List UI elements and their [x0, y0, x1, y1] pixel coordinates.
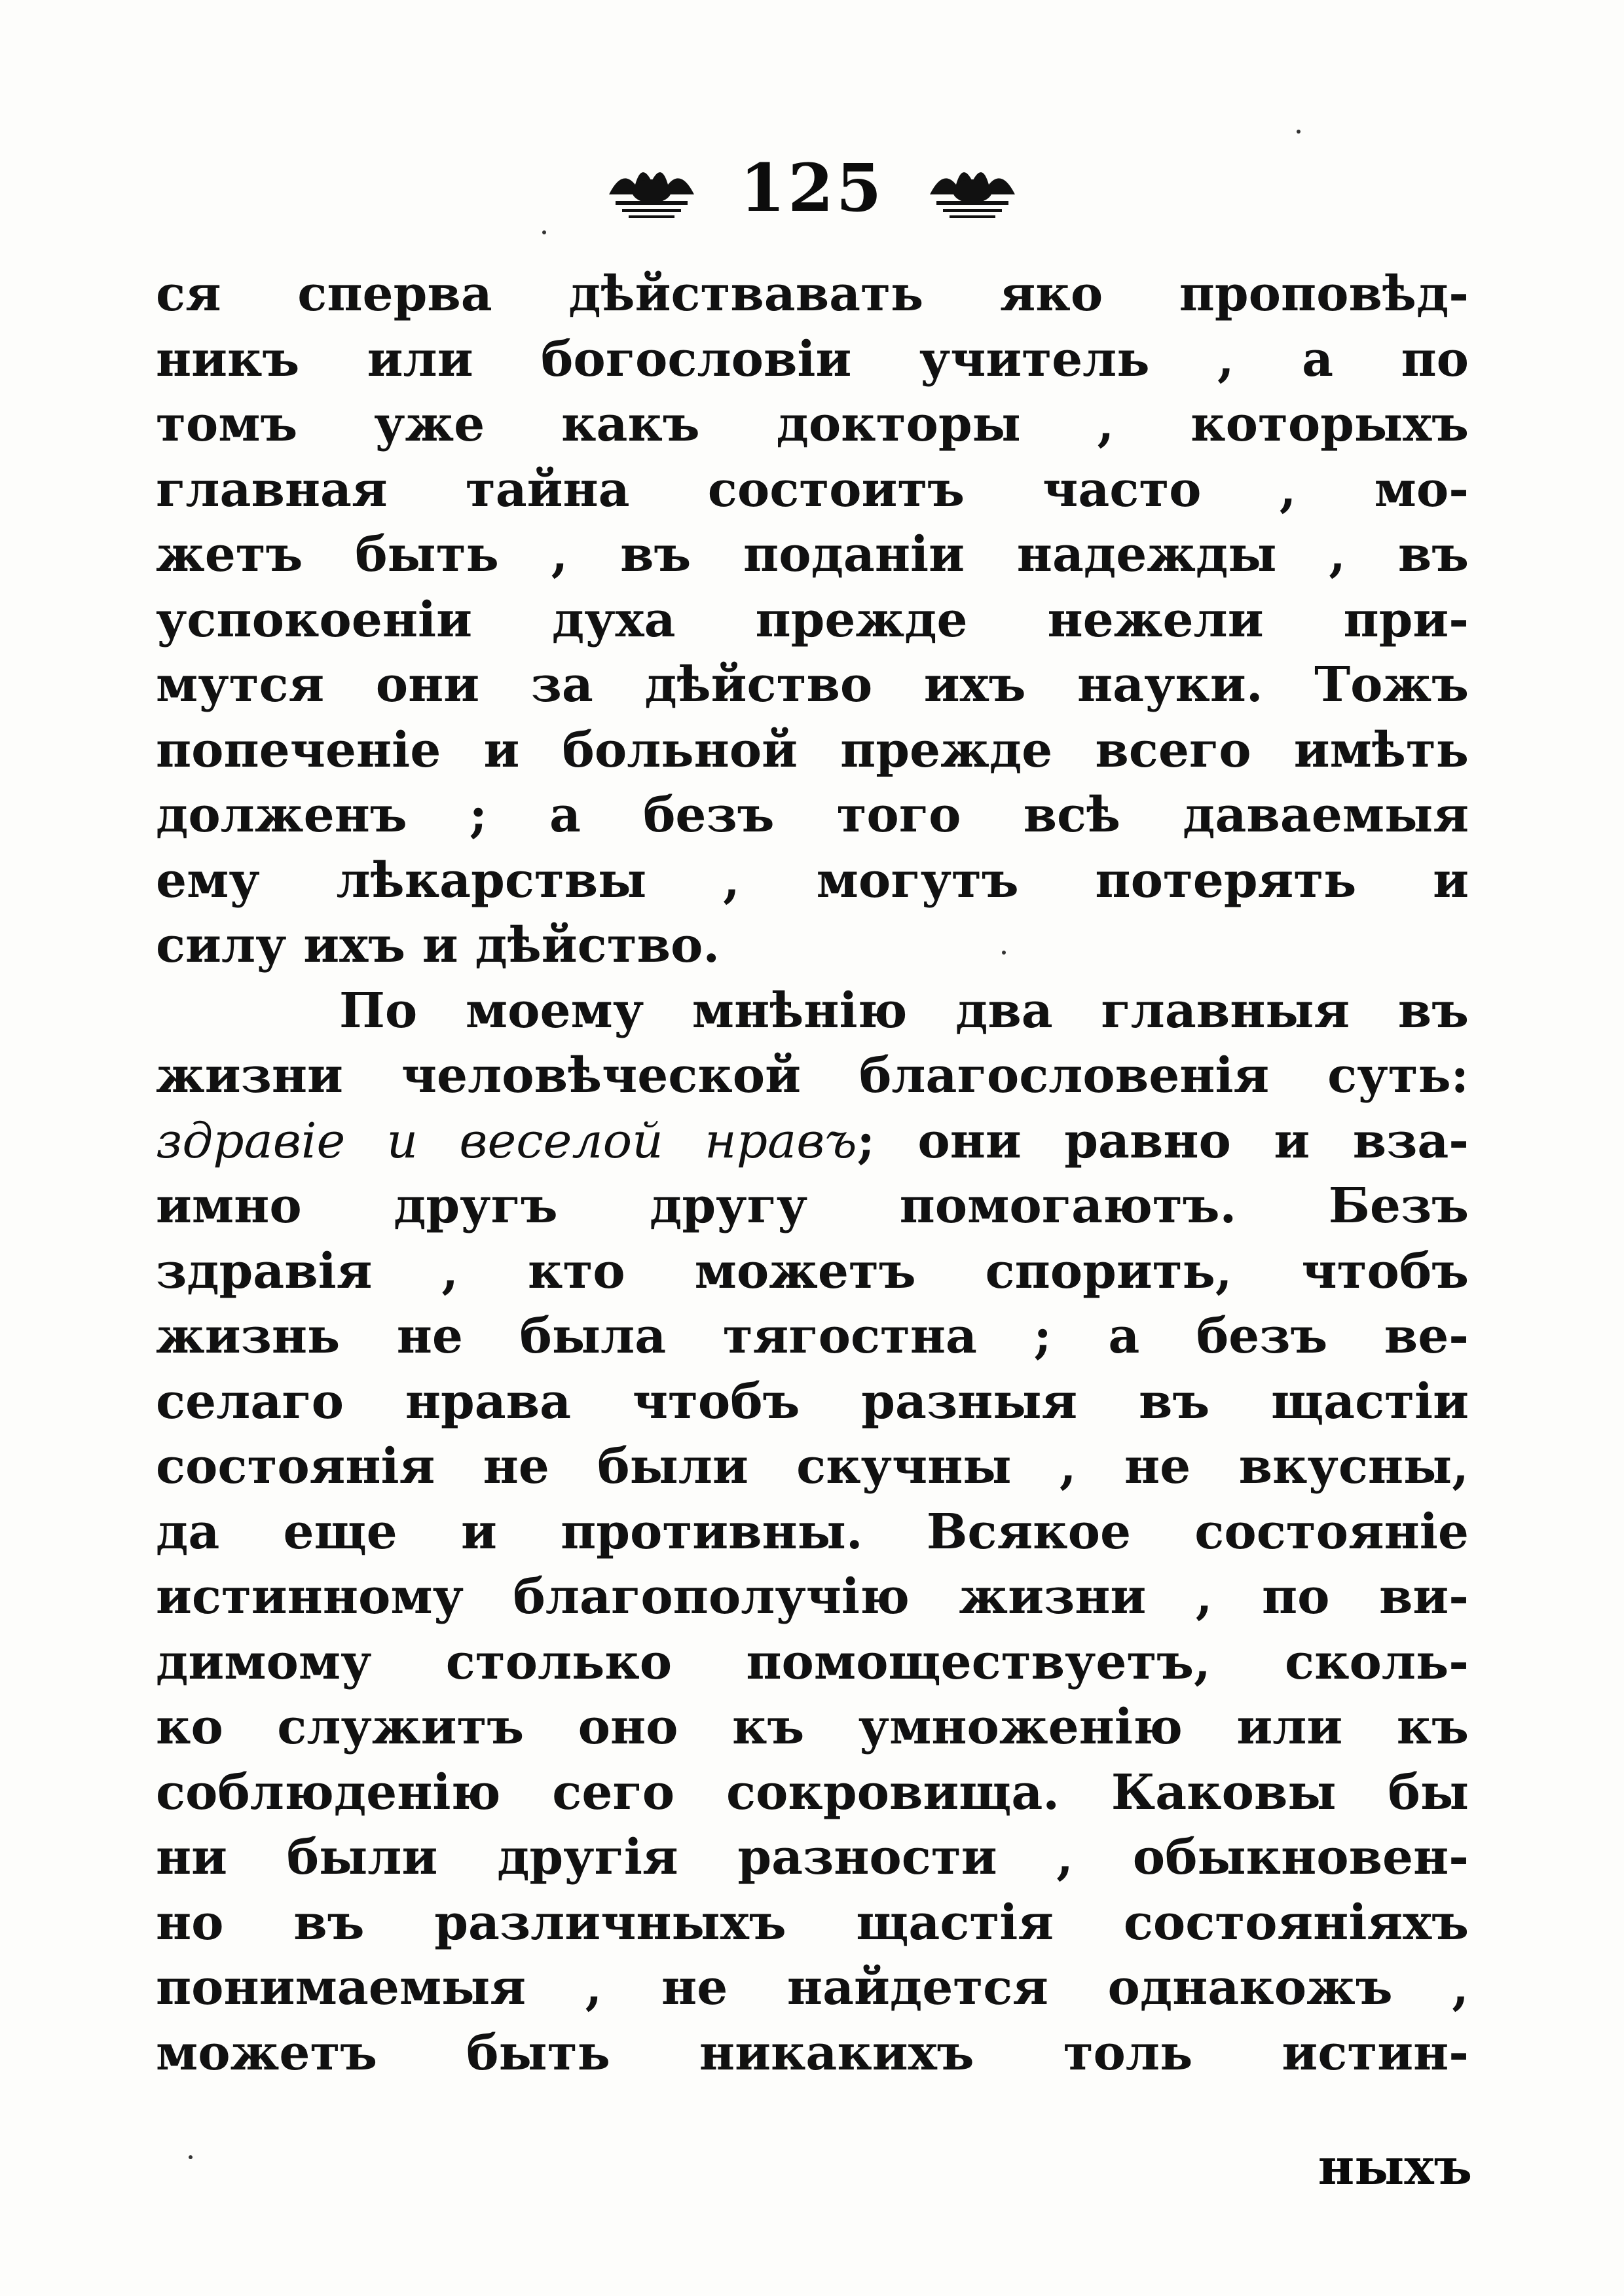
- text-line: имно другъ другу помогаютъ. Безъ: [156, 1178, 1469, 1234]
- paragraph-end-line: силу ихъ и дѣйство.: [156, 917, 720, 974]
- text-line: можетъ быть никакихъ толь истин-: [156, 2024, 1469, 2081]
- paper-speck: [1297, 130, 1301, 134]
- catchword: ныхъ: [1318, 2138, 1472, 2196]
- text-line: жизни человѣческой благословенія суть:: [156, 1048, 1469, 1104]
- text-line: селаго нрава чтобъ разныя въ щастіи: [156, 1373, 1469, 1430]
- page-header: [0, 145, 1624, 230]
- text-line: состоянія не были скучны , не вкусны,: [156, 1438, 1469, 1495]
- paper-speck: [1002, 951, 1006, 955]
- text-line: ни были другія разности , обыкновен-: [156, 1829, 1469, 1886]
- text-fragment: ; они равно и вза-: [857, 1112, 1469, 1169]
- text-line: успокоеніи духа прежде нежели при-: [156, 591, 1469, 648]
- text-line: соблюденію сего сокровища. Каковы бы: [156, 1764, 1469, 1821]
- paper-speck: [542, 230, 546, 234]
- text-line: главная тайна состоитъ часто , мо-: [156, 461, 1469, 518]
- text-line: но въ различныхъ щастія состояніяхъ: [156, 1894, 1469, 1951]
- paper-speck: [189, 2155, 193, 2159]
- text-line: попеченіе и больной прежде всего имѣть: [156, 721, 1469, 778]
- body-text: [156, 262, 1469, 2086]
- text-line: понимаемыя , не найдется однакожъ ,: [156, 1959, 1469, 2016]
- paragraph-start-line: По моему мнѣнію два главныя въ: [339, 982, 1469, 1039]
- text-line: истинному благополучію жизни , по ви-: [156, 1569, 1469, 1625]
- text-line: ему лѣкарствы , могутъ потерять и: [156, 852, 1469, 909]
- text-line: никъ или богословіи учитель , а по: [156, 331, 1469, 388]
- text-line: долженъ ; а безъ того всѣ даваемыя: [156, 787, 1469, 843]
- text-line: ко служитъ оно къ умноженію или къ: [156, 1699, 1469, 1755]
- italic-phrase: здравіе и веселой нравъ: [156, 1112, 857, 1169]
- crown-ornament-icon: [602, 155, 701, 221]
- text-line-with-italic: [156, 1109, 1469, 1175]
- page-number: 125: [739, 149, 885, 227]
- text-line: томъ уже какъ докторы , которыхъ: [156, 396, 1469, 452]
- text-line: жетъ быть , въ поданіи надежды , въ: [156, 526, 1469, 583]
- text-line: да еще и противны. Всякое состояніе: [156, 1503, 1469, 1560]
- text-line: ся сперва дѣйствавать яко проповѣд-: [156, 266, 1469, 322]
- text-line: мутся они за дѣйство ихъ науки. Тожъ: [156, 657, 1469, 713]
- crown-ornament-icon: [923, 155, 1022, 221]
- text-line: здравія , кто можетъ спорить, чтобъ: [156, 1243, 1469, 1300]
- text-line: жизнь не была тягостна ; а безъ ве-: [156, 1308, 1469, 1364]
- text-line: димому столько помоществуетъ, сколь-: [156, 1633, 1469, 1690]
